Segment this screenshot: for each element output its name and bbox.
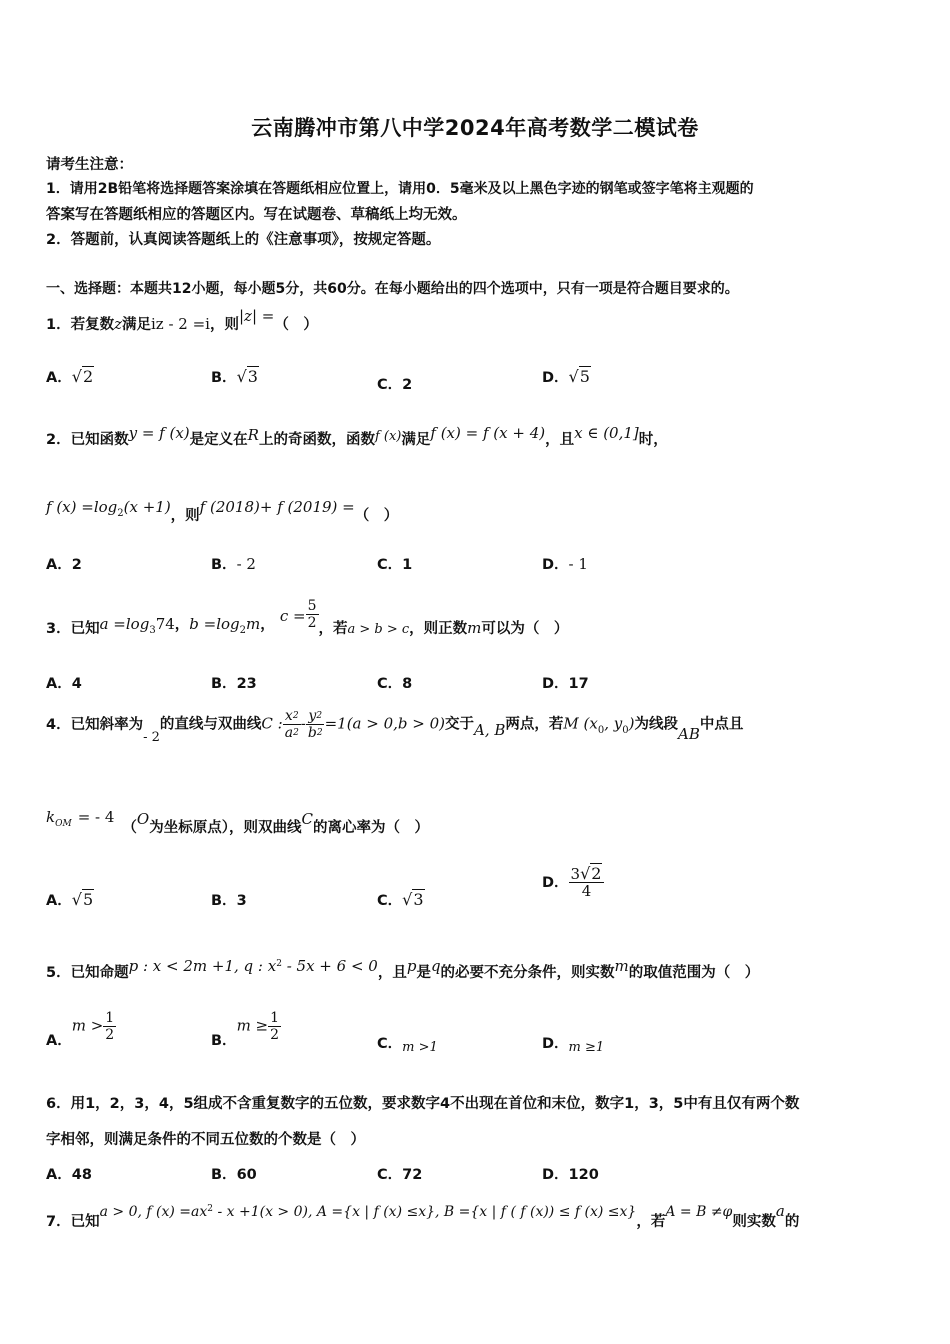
question-4-line-2: $k_{OM}$ = - 4（O为坐标原点），则双曲线C的离心率为（ ） xyxy=(46,808,429,836)
q1-blank: （ ） xyxy=(274,317,318,333)
q6-option-c: C．72 xyxy=(377,1167,423,1183)
q1-text-3: ，则 xyxy=(209,317,239,333)
q1-option-c: C．2 xyxy=(377,377,413,393)
notice-heading: 请考生注意： xyxy=(46,157,133,173)
section-heading: 一、选择题：本题共12小题，每小题5分，共60分。在每小题给出的四个选项中，只有一项是符合题目要求的。 xyxy=(46,281,739,297)
q2-option-c: C．1 xyxy=(377,557,413,573)
q5-option-b: B．m ≥ $\frac{1}{2}$ xyxy=(211,1010,280,1049)
q6-option-a: A．48 xyxy=(46,1167,92,1183)
q6-option-d: D．120 xyxy=(542,1167,599,1183)
q1-option-b: B．√3 xyxy=(211,367,258,386)
q1-z: z xyxy=(114,315,122,333)
question-5: 5．已知命题p : x < 2m +1, q : $x^2 - 5x + 6 < 0$，且p是q的必要不充分条件，则实数m的取值范围为（ ） xyxy=(46,957,760,981)
q1-text-2: 满足 xyxy=(122,317,151,333)
q3-option-c: C．8 xyxy=(377,676,413,692)
q1-option-a: A．√2 xyxy=(46,367,94,386)
q6-option-b: B．60 xyxy=(211,1167,257,1183)
q1-text-1: 1．若复数 xyxy=(46,317,115,333)
q2-option-b: B．- 2 xyxy=(211,555,256,573)
q4-option-d: D． $\frac{3√2}{4}$ xyxy=(542,866,604,899)
notice-line-3: 2．答题前，认真阅读答题纸上的《注意事项》，按规定答题。 xyxy=(46,232,441,248)
q3-option-a: A．4 xyxy=(46,676,82,692)
q5-option-a: A．m > $\frac{1}{2}$ xyxy=(46,1010,115,1049)
question-4: 4．已知斜率为- 2的直线与双曲线C : $\frac{x^2}{a^2}$ - $\frac{y^2}{b^2}$ =1(a > 0,b > 0)交于A, B两点，若M ($x_0$, $y_0$)为线段AB中点且 xyxy=(46,708,744,745)
page-title: 云南腾冲市第八中学2024年高考数学二模试卷 xyxy=(251,116,699,140)
q2-option-d: D．- 1 xyxy=(542,555,588,573)
q3-option-b: B．23 xyxy=(211,676,257,692)
question-2: 2．已知函数y = f (x)是定义在R上的奇函数，函数f (x)满足f (x) = f (x + 4)，且x ∈ (0,1]时， xyxy=(46,424,668,448)
notice-line-2: 答案写在答题纸相应的答题区内。写在试题卷、草稿纸上均无效。 xyxy=(46,207,467,223)
question-3: 3．已知$a =\log_374$，$b =\log_2m$， c = $\frac{5}{2}$ ，若a > b > c，则正数m可以为（ ） xyxy=(46,598,569,637)
notice-line-1: 1．请用2B铅笔将选择题答案涂填在答题纸相应位置上，请用0．5毫米及以上黑色字迹的钢笔或签字笔将主观题的 xyxy=(46,181,754,197)
question-6-line-2: 字相邻，则满足条件的不同五位数的个数是（ ） xyxy=(46,1132,365,1148)
question-7: 7．已知a > 0, f $(x) =ax^2 - x +1(x > 0)$, A ={x | f (x) ≤x}, B ={x | f ( f (x)) ≤ f (x) ≤x}，若A = B ≠φ则实数a的 xyxy=(46,1202,800,1230)
q1-condition: iz - 2 =i xyxy=(151,315,210,333)
q3-option-d: D．17 xyxy=(542,676,589,692)
q4-option-a: A．√5 xyxy=(46,890,94,909)
q2-option-a: A．2 xyxy=(46,557,82,573)
question-2-line-2: f $(x) =\log_2(x +1)$，则f (2018)+ f (2019) =（ ） xyxy=(46,498,399,524)
question-1 xyxy=(46,307,318,334)
q5-option-c: C．m >1 xyxy=(377,1036,438,1055)
q1-expression: |z| = xyxy=(238,307,275,325)
q4-option-c: C．√3 xyxy=(377,890,424,909)
question-6-line-1: 6．用1，2，3，4，5组成不含重复数字的五位数，要求数字4不出现在首位和末位，数字1，3，5中有且仅有两个数 xyxy=(46,1096,800,1112)
q5-option-d: D．m ≥1 xyxy=(542,1036,605,1055)
q1-option-d: D．√5 xyxy=(542,367,590,386)
q4-option-b: B．3 xyxy=(211,893,247,909)
